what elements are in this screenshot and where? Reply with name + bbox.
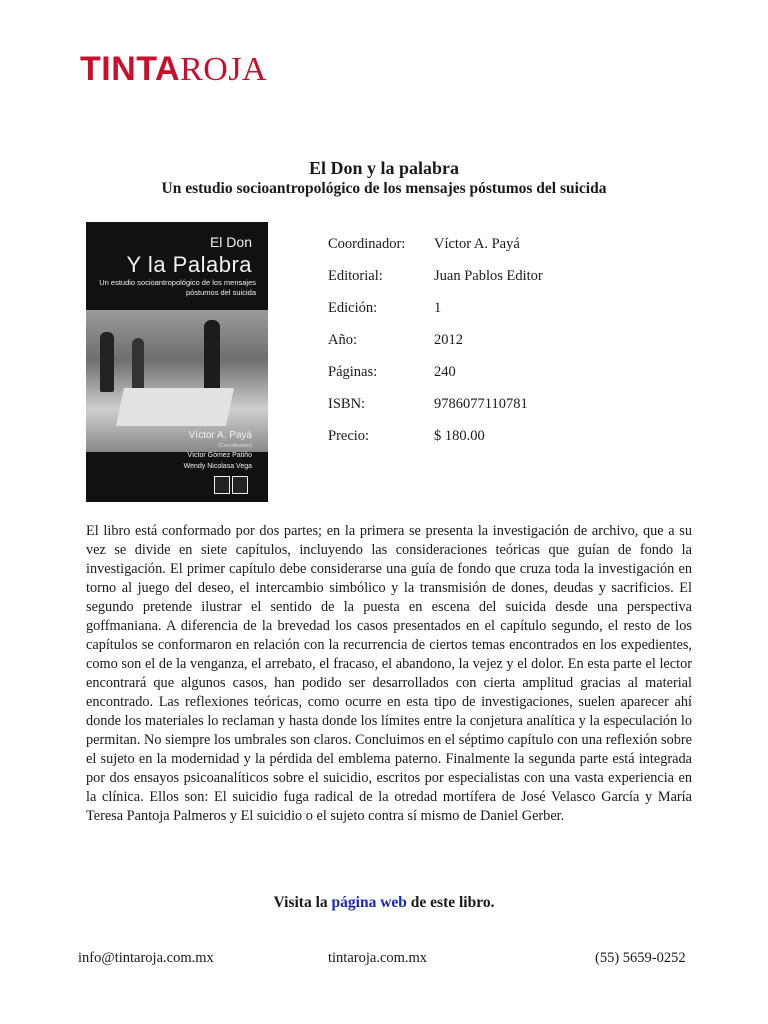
detail-label: Edición:: [328, 300, 378, 316]
detail-value: 9786077110781: [434, 396, 528, 412]
logo-part-tinta: TINTA: [80, 50, 181, 88]
detail-label: Año:: [328, 332, 357, 348]
visit-text-before: Visita la: [273, 894, 328, 911]
book-subtitle: Un estudio socioantropológico de los mensajes póstumos del suicida: [161, 180, 607, 197]
detail-label: Páginas:: [328, 364, 378, 380]
footer-site: tintaroja.com.mx: [328, 950, 428, 966]
detail-value: 2012: [434, 332, 463, 348]
book-title: El Don y la palabra: [308, 158, 460, 178]
book-cover-image: [86, 222, 268, 502]
cover-coauthor-2: Wendy Nicolasa Vega: [183, 463, 252, 470]
cover-author: Víctor A. Payá: [188, 430, 252, 441]
detail-label: Precio:: [328, 428, 370, 444]
detail-value: 1: [434, 300, 442, 316]
footer-email: info@tintaroja.com.mx: [78, 950, 214, 966]
detail-value: Juan Pablos Editor: [434, 268, 543, 284]
detail-row-precio: [328, 428, 668, 460]
cover-coauthor-1: Víctor Gómez Patiño: [187, 452, 252, 459]
cover-subtitle: Un estudio socioantropológico de los mensajes póstumos del suicida: [99, 278, 256, 297]
cover-author-role: (Coordinador): [218, 443, 252, 449]
detail-value: Víctor A. Payá: [434, 236, 520, 252]
detail-row-ano: [328, 332, 668, 364]
detail-label: Coordinador:: [328, 236, 406, 252]
book-description: El libro está conformado por dos partes; en la primera se presenta la investigación de archivo, que a su vez se divide en siete capítulos, incluyendo las consideraciones teóricas que guían de fondo la investigación. El primer capítulo debe considerarse una guía de fondo que cruza toda la investigación en torno al juego del deseo, el intercambio simbólico y la transmisión de dones, deudas y sacrificios. El segundo pretende ilustrar el sentido de la puesta en escena del suicida desde una perspectiva goffmaniana. A diferencia de la brevedad los casos presentados en el capítulo segundo, el resto de los capítulos se conformaron en relación con la recurrencia de ciertos temas encontrados en los expedientes, como son el de la venganza, el arrebato, el fracaso, el abandono, la vejez y el dolor. En esta parte el lector encontrará que algunos casos, han podido ser desarrollados con cierta amplitud gracias al material encontrado. Las reflexiones teóricas, como ocurre en esta tipo de investigaciones, suelen aparecer ahí donde los materiales lo reclaman y hasta donde los límites entre la conjetura analítica y la especulación lo permitan. No siempre los umbrales son claros. Concluimos en el séptimo capítulo con una reflexión sobre el sujeto en la modernidad y la pérdida del emblema paterno. Finalmente la segunda parte está integrada por dos ensayos psicoanalíticos sobre el suicidio, escritos por especialistas con una vasta experiencia en la clínica. Ellos son: El suicidio fuga radical de la otredad mortífera de José Velasco García y María Teresa Pantoja Palmeros y El suicidio o el sujeto contra sí mismo de Daniel Gerber.: [86, 523, 692, 824]
detail-label: Editorial:: [328, 268, 383, 284]
cover-title-line1: El Don: [209, 234, 252, 250]
visit-text-after: de este libro.: [410, 894, 495, 911]
detail-row-edicion: [328, 300, 668, 332]
detail-value: $ 180.00: [434, 428, 485, 444]
detail-row-paginas: [328, 364, 668, 396]
detail-value: 240: [434, 364, 456, 380]
cover-title-line2: Y la Palabra: [126, 252, 252, 277]
footer-phone: (55) 5659-0252: [595, 950, 686, 966]
book-details: [328, 236, 668, 460]
detail-label: ISBN:: [328, 396, 366, 412]
brand-logo: [80, 52, 267, 87]
detail-row-editorial: [328, 268, 668, 300]
detail-row-isbn: [328, 396, 668, 428]
detail-row-coordinador: [328, 236, 668, 268]
web-page-link[interactable]: página web: [331, 894, 407, 911]
visit-line: [0, 894, 768, 912]
logo-part-roja: ROJA: [180, 51, 268, 88]
publisher-seal-icon: [232, 476, 248, 494]
unam-seal-icon: [214, 476, 230, 494]
